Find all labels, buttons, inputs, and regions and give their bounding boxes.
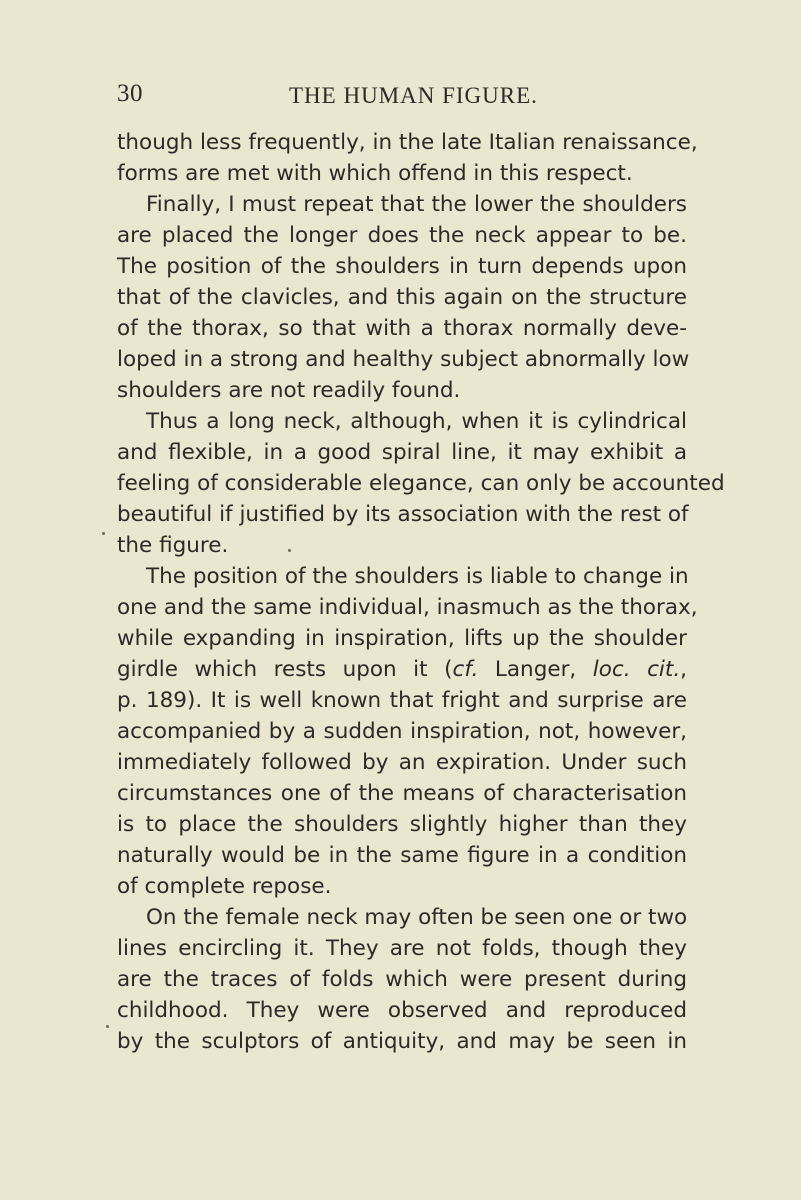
citation-author: Langer, — [478, 657, 593, 682]
citation-lead: girdle which rests upon it ( — [117, 657, 453, 682]
text-line-with-citation — [117, 654, 687, 685]
running-head: THE HUMAN FIGURE. — [289, 83, 538, 108]
paper-speck — [102, 532, 105, 535]
page-number: 30 — [117, 80, 143, 107]
citation-comma: , — [680, 657, 687, 682]
text-line: naturally would be in the same figure in a condition — [117, 843, 687, 868]
text-line: though less frequently, in the late Italian renaissance, — [117, 130, 698, 155]
text-line: childhood. They were observed and reproduced — [117, 998, 687, 1023]
paper-speck — [106, 1025, 109, 1028]
text-line: the figure. — [117, 533, 229, 558]
text-line: of complete repose. — [117, 874, 332, 899]
text-line: circumstances one of the means of characterisation — [117, 781, 687, 806]
text-line: and flexible, in a good spiral line, it may exhibit a — [117, 440, 687, 465]
text-line: one and the same individual, inasmuch as the thorax, — [117, 595, 698, 620]
paper-speck — [288, 549, 291, 552]
citation-cf: cf. — [452, 657, 479, 682]
text-line: is to place the shoulders slightly higher than they — [117, 812, 687, 837]
text-line: loped in a strong and healthy subject abnormally low — [117, 347, 690, 372]
text-line: Thus a long neck, although, when it is cylindrical — [146, 409, 687, 434]
citation-loc-cit: loc. cit. — [592, 657, 681, 682]
text-line: beautiful if justified by its association with the rest of — [117, 502, 689, 527]
text-line: are the traces of folds which were present during — [117, 967, 687, 992]
body-text — [117, 127, 725, 1057]
text-line: shoulders are not readily found. — [117, 378, 461, 403]
text-line: of the thorax, so that with a thorax normally deve- — [117, 316, 687, 341]
page-header — [117, 80, 717, 120]
text-line: Finally, I must repeat that the lower the shoulders — [146, 192, 687, 217]
text-line: The position of the shoulders is liable to change in — [146, 564, 689, 589]
text-line: are placed the longer does the neck appear to be. — [117, 223, 687, 248]
text-line: feeling of considerable elegance, can only be accounted — [117, 471, 725, 496]
text-line: The position of the shoulders in turn depends upon — [117, 254, 687, 279]
text-line: lines encircling it. They are not folds, though they — [117, 936, 687, 961]
text-line: that of the clavicles, and this again on the structure — [117, 285, 687, 310]
text-line: p. 189). It is well known that fright and surprise are — [117, 688, 687, 713]
text-line: by the sculptors of antiquity, and may be seen in — [117, 1029, 687, 1054]
text-line: forms are met with which offend in this respect. — [117, 161, 633, 186]
text-line: immediately followed by an expiration. Under such — [117, 750, 687, 775]
text-line: accompanied by a sudden inspiration, not, however, — [117, 719, 687, 744]
text-line: On the female neck may often be seen one or two — [146, 905, 688, 930]
text-line: while expanding in inspiration, lifts up the shoulder — [117, 626, 687, 651]
